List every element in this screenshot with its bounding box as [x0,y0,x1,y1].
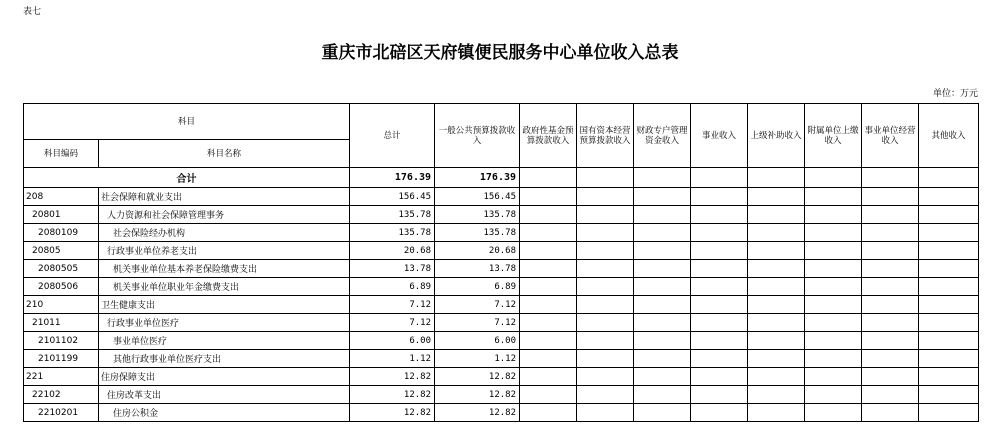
empty-cell [691,278,748,296]
empty-cell [862,206,919,224]
total-total: 176.39 [350,168,435,188]
row-total: 6.89 [350,278,435,296]
row-general: 20.68 [435,242,520,260]
empty-cell [577,206,634,224]
empty-cell [748,206,805,224]
empty-cell [862,332,919,350]
empty-cell [691,368,748,386]
empty-cell [919,404,979,422]
empty-cell [691,260,748,278]
empty-cell [691,296,748,314]
empty-cell [919,296,979,314]
row-general: 156.45 [435,188,520,206]
table-body [24,188,979,422]
empty-cell [862,296,919,314]
row-general: 12.82 [435,404,520,422]
empty-cell [862,314,919,332]
header-gov-fund: 政府性基金预算拨款收入 [520,104,577,168]
table-row [24,368,979,386]
row-general: 12.82 [435,386,520,404]
empty-cell [919,224,979,242]
row-code: 2080506 [24,278,99,296]
row-name: 机关事业单位职业年金缴费支出 [99,278,350,296]
row-code: 208 [24,188,99,206]
row-name: 其他行政事业单位医疗支出 [99,350,350,368]
total-label: 合计 [24,168,350,188]
empty-cell [634,404,691,422]
empty-cell [634,242,691,260]
empty-cell [862,188,919,206]
table-row [24,296,979,314]
empty-cell [805,386,862,404]
empty-cell [520,260,577,278]
empty-cell [634,386,691,404]
empty-cell [748,404,805,422]
row-name: 住房保障支出 [99,368,350,386]
empty-cell [577,332,634,350]
header-fiscal-account: 财政专户管理资金收入 [634,104,691,168]
empty-cell [691,206,748,224]
empty-cell [520,242,577,260]
empty-cell [748,260,805,278]
empty-cell [805,242,862,260]
header-code: 科目编码 [24,140,99,168]
header-other-income: 其他收入 [919,104,979,168]
empty-cell [748,332,805,350]
empty-cell [748,278,805,296]
empty-cell [862,386,919,404]
header-row [24,104,979,140]
table-row [24,242,979,260]
table-number-tag: 表七 [23,7,42,17]
empty-cell [577,188,634,206]
empty-cell [919,332,979,350]
table-row [24,224,979,242]
empty-cell [805,404,862,422]
row-code: 210 [24,296,99,314]
empty-cell [805,296,862,314]
empty-cell [691,224,748,242]
empty-cell [919,242,979,260]
empty-cell [691,404,748,422]
header-operating-income: 事业单位经营收入 [862,104,919,168]
empty-cell [577,260,634,278]
row-general: 7.12 [435,296,520,314]
table-row [24,404,979,422]
row-general: 1.12 [435,350,520,368]
table-row [24,260,979,278]
empty-cell [691,242,748,260]
empty-cell [634,260,691,278]
row-general: 7.12 [435,314,520,332]
header-state-capital: 国有资本经营预算拨款收入 [577,104,634,168]
row-total: 13.78 [350,260,435,278]
row-total: 1.12 [350,350,435,368]
header-subject: 科目 [24,104,350,140]
empty-cell [748,296,805,314]
empty-cell [577,386,634,404]
empty-cell [805,278,862,296]
total-general: 176.39 [435,168,520,188]
empty-cell [919,368,979,386]
empty-cell [748,314,805,332]
empty-cell [862,278,919,296]
empty-cell [634,368,691,386]
empty-cell [748,368,805,386]
table-row [24,278,979,296]
empty-cell [520,188,577,206]
empty-cell [919,188,979,206]
empty-cell [577,242,634,260]
empty-cell [862,242,919,260]
empty-cell [919,260,979,278]
empty-cell [748,188,805,206]
empty-cell [691,350,748,368]
empty-cell [748,242,805,260]
empty-cell [577,296,634,314]
row-general: 6.89 [435,278,520,296]
row-name: 住房公积金 [99,404,350,422]
header-name: 科目名称 [99,140,350,168]
row-code: 2101102 [24,332,99,350]
empty-cell [919,386,979,404]
empty-cell [805,206,862,224]
empty-cell [805,224,862,242]
row-name: 社会保险经办机构 [99,224,350,242]
empty-cell [577,404,634,422]
row-name: 机关事业单位基本养老保险缴费支出 [99,260,350,278]
row-total: 135.78 [350,206,435,224]
table-row [24,386,979,404]
unit-label: 单位：万元 [932,89,978,99]
empty-cell [520,332,577,350]
empty-cell [634,206,691,224]
empty-cell [520,278,577,296]
empty-cell [634,314,691,332]
empty-cell [862,350,919,368]
row-code: 21011 [24,314,99,332]
empty-cell [634,188,691,206]
empty-cell [862,404,919,422]
table-row [24,332,979,350]
empty-cell [691,332,748,350]
empty-cell [634,278,691,296]
row-code: 20805 [24,242,99,260]
empty-cell [919,206,979,224]
empty-cell [862,224,919,242]
empty-cell [748,386,805,404]
empty-cell [520,368,577,386]
empty-cell [634,350,691,368]
empty-cell [862,260,919,278]
header-general-budget: 一般公共预算拨款收入 [435,104,520,168]
empty-cell [520,404,577,422]
row-name: 事业单位医疗 [99,332,350,350]
empty-cell [805,350,862,368]
row-general: 12.82 [435,368,520,386]
empty-cell [919,314,979,332]
header-total: 总计 [350,104,435,168]
empty-cell [634,332,691,350]
empty-cell [577,278,634,296]
row-total: 12.82 [350,386,435,404]
table-row [24,188,979,206]
header-superior-subsidy: 上级补助收入 [748,104,805,168]
empty-cell [520,296,577,314]
row-total: 6.00 [350,332,435,350]
row-total: 7.12 [350,296,435,314]
empty-cell [805,368,862,386]
row-code: 2101199 [24,350,99,368]
row-name: 行政事业单位养老支出 [99,242,350,260]
empty-cell [691,386,748,404]
row-name: 行政事业单位医疗 [99,314,350,332]
empty-cell [634,296,691,314]
header-business-income: 事业收入 [691,104,748,168]
empty-cell [691,314,748,332]
empty-cell [577,314,634,332]
empty-cell [919,350,979,368]
row-general: 135.78 [435,224,520,242]
row-total: 12.82 [350,404,435,422]
row-total: 7.12 [350,314,435,332]
row-name: 人力资源和社会保障管理事务 [99,206,350,224]
page-title: 重庆市北碚区天府镇便民服务中心单位收入总表 [321,43,679,63]
empty-cell [577,368,634,386]
empty-cell [805,314,862,332]
header-subsidiary-income: 附属单位上缴收入 [805,104,862,168]
empty-cell [520,224,577,242]
row-name: 社会保障和就业支出 [99,188,350,206]
row-total: 12.82 [350,368,435,386]
empty-cell [805,188,862,206]
empty-cell [577,350,634,368]
row-code: 221 [24,368,99,386]
empty-cell [691,188,748,206]
row-general: 13.78 [435,260,520,278]
empty-cell [520,386,577,404]
row-code: 2210201 [24,404,99,422]
total-row [24,168,979,188]
table-row [24,350,979,368]
table-row [24,206,979,224]
row-code: 22102 [24,386,99,404]
empty-cell [634,224,691,242]
empty-cell [805,332,862,350]
empty-cell [520,206,577,224]
empty-cell [748,224,805,242]
empty-cell [520,350,577,368]
row-total: 135.78 [350,224,435,242]
empty-cell [862,368,919,386]
row-name: 住房改革支出 [99,386,350,404]
row-general: 6.00 [435,332,520,350]
empty-cell [520,314,577,332]
empty-cell [919,278,979,296]
row-general: 135.78 [435,206,520,224]
row-code: 2080505 [24,260,99,278]
table-row [24,314,979,332]
row-name: 卫生健康支出 [99,296,350,314]
empty-cell [577,224,634,242]
row-code: 20801 [24,206,99,224]
empty-cell [748,350,805,368]
row-total: 20.68 [350,242,435,260]
empty-cell [805,260,862,278]
row-code: 2080109 [24,224,99,242]
income-table [23,103,979,422]
row-total: 156.45 [350,188,435,206]
